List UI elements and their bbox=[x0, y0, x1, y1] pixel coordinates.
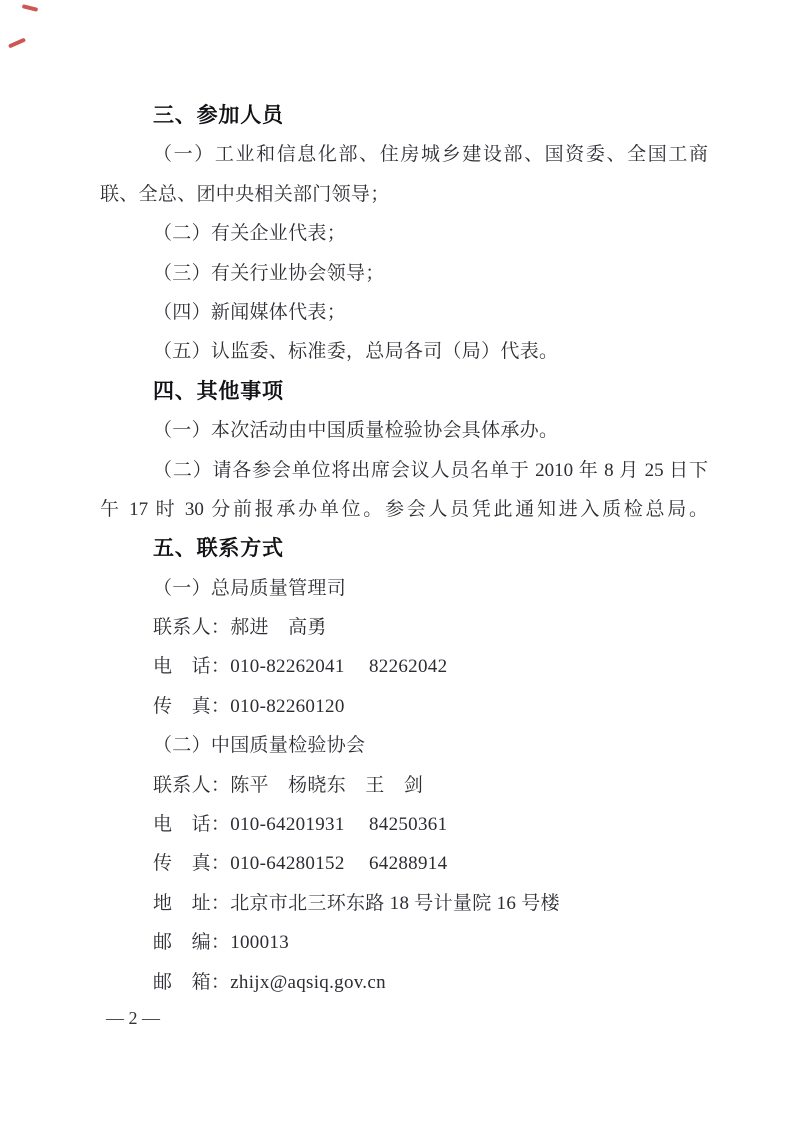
participants-item-5: （五）认监委、标准委，总局各司（局）代表。 bbox=[153, 341, 559, 363]
document-lines bbox=[100, 96, 708, 1002]
contact-org-1-name: （一）总局质量管理司 bbox=[153, 577, 347, 599]
contact-org-2-fax: 传 真：010-64280152 64288914 bbox=[153, 853, 448, 875]
section-heading-participants: 三、参加人员 bbox=[153, 104, 284, 127]
contact-org-2-email: 邮 箱：zhijx@aqsiq.gov.cn bbox=[153, 971, 386, 993]
red-pen-mark-1 bbox=[22, 4, 38, 12]
other-matters-item-2-continued: 午 17 时 30 分前报承办单位。参会人员凭此通知进入质检总局。 bbox=[100, 498, 708, 520]
page-number: — 2 — bbox=[106, 1008, 160, 1028]
contact-org-2-address: 地 址：北京市北三环东路 18 号计量院 16 号楼 bbox=[153, 892, 560, 914]
contact-org-2-persons: 联系人：陈平 杨晓东 王 剑 bbox=[153, 774, 424, 796]
section-heading-other-matters: 四、其他事项 bbox=[153, 379, 284, 403]
contact-org-1-phone: 电 话：010-82262041 82262042 bbox=[153, 656, 448, 678]
participants-item-1: （一）工业和信息化部、住房城乡建设部、国资委、全国工商 bbox=[153, 144, 708, 166]
contact-org-2-phone: 电 话：010-64201931 84250361 bbox=[153, 814, 448, 836]
red-pen-mark-2 bbox=[8, 38, 26, 49]
contact-org-1-persons: 联系人：郝进 高勇 bbox=[153, 617, 327, 639]
contact-org-2-name: （二）中国质量检验协会 bbox=[153, 735, 366, 757]
other-matters-item-1: （一）本次活动由中国质量检验协会具体承办。 bbox=[153, 420, 559, 442]
participants-item-4: （四）新闻媒体代表； bbox=[153, 301, 347, 323]
participants-item-1-continued: 联、全总、团中央相关部门领导； bbox=[100, 183, 390, 205]
other-matters-item-2: （二）请各参会单位将出席会议人员名单于 2010 年 8 月 25 日下 bbox=[153, 459, 708, 481]
contact-org-1-fax: 传 真：010-82260120 bbox=[153, 695, 345, 717]
participants-item-3: （三）有关行业协会领导； bbox=[153, 262, 385, 284]
participants-item-2: （二）有关企业代表； bbox=[153, 223, 347, 245]
section-heading-contact: 五、联系方式 bbox=[153, 537, 284, 561]
contact-org-2-postcode: 邮 编：100013 bbox=[153, 932, 290, 954]
